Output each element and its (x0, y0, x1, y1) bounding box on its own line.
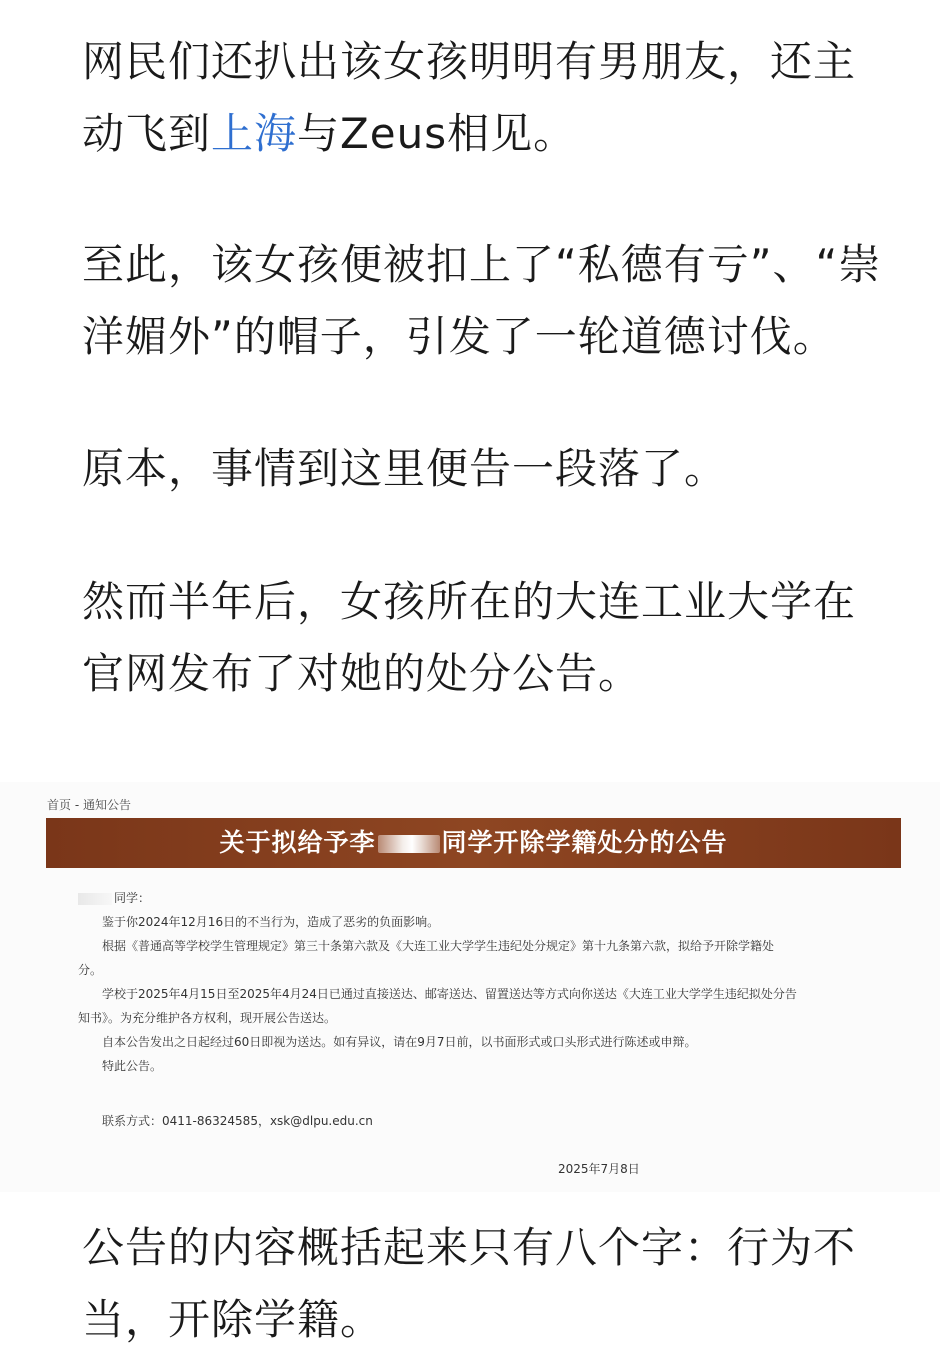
paragraph-5-line-2: 当，开除学籍。 (82, 1295, 384, 1344)
salutation-text: 同学： (114, 891, 151, 905)
paragraph-1-text-after-link: 与Zeus相见。 (297, 109, 577, 158)
notice-line-3: 分。 (78, 963, 103, 977)
paragraph-4 (82, 566, 872, 710)
paragraph-4-line-1: 然而半年后，女孩所在的大连工业大学在 (82, 577, 857, 626)
notice-contact: 联系方式：0411-86324585，xsk@dlpu.edu.cn (102, 1114, 373, 1128)
notice-title-banner (46, 818, 901, 868)
notice-line-4: 学校于2025年4月15日至2025年4月24日已通过直接送达、邮寄送达、留置送达等方式向你送达《大连工业大学学生违纪拟处分告 (102, 987, 797, 1001)
notice-line-1: 鉴于你2024年12月16日的不当行为，造成了恶劣的负面影响。 (102, 915, 440, 929)
paragraph-1 (82, 26, 872, 170)
notice-title-after: 同学开除学籍处分的公告 (441, 828, 728, 857)
notice-title-before: 关于拟给予李 (219, 828, 376, 857)
breadcrumb: 首页 - 通知公告 (47, 798, 131, 812)
notice-line-2: 根据《普通高等学校学生管理规定》第三十条第六款及《大连工业大学学生违纪处分规定》第十九条第六款，拟给予开除学籍处 (102, 939, 775, 953)
paragraph-1-text-before-link: 动飞到 (82, 109, 212, 158)
paragraph-1-line-1: 网民们还扒出该女孩明明有男朋友，还主 (82, 37, 857, 86)
notice-screenshot (0, 782, 940, 1192)
paragraph-2 (82, 229, 882, 373)
paragraph-3-line-1: 原本，事情到这里便告一段落了。 (82, 444, 728, 493)
notice-line-5: 知书》。为充分维护各方权利，现开展公告送达。 (78, 1011, 337, 1025)
paragraph-5 (82, 1212, 872, 1356)
paragraph-2-line-1: 至此，该女孩便被扣上了“私德有亏”、“崇 (82, 240, 882, 289)
notice-body (78, 886, 884, 1078)
paragraph-1-line-2 (82, 98, 872, 170)
notice-date: 2025年7月8日 (558, 1162, 640, 1176)
notice-line-7: 特此公告。 (102, 1059, 163, 1073)
paragraph-3 (82, 433, 872, 505)
name-redaction-mark (78, 893, 112, 905)
notice-line-6: 自本公告发出之日起经过60日即视为送达。如有异议，请在9月7日前，以书面形式或口头形式进行陈述或申辩。 (102, 1035, 697, 1049)
redaction-mark (378, 835, 440, 853)
notice-salutation (78, 886, 884, 910)
paragraph-4-line-2: 官网发布了对她的处分公告。 (82, 649, 642, 698)
paragraph-2-line-2: 洋媚外”的帽子，引发了一轮道德讨伐。 (82, 312, 836, 361)
shanghai-link[interactable]: 上海 (211, 109, 298, 158)
paragraph-5-line-1: 公告的内容概括起来只有八个字：行为不 (82, 1223, 857, 1272)
